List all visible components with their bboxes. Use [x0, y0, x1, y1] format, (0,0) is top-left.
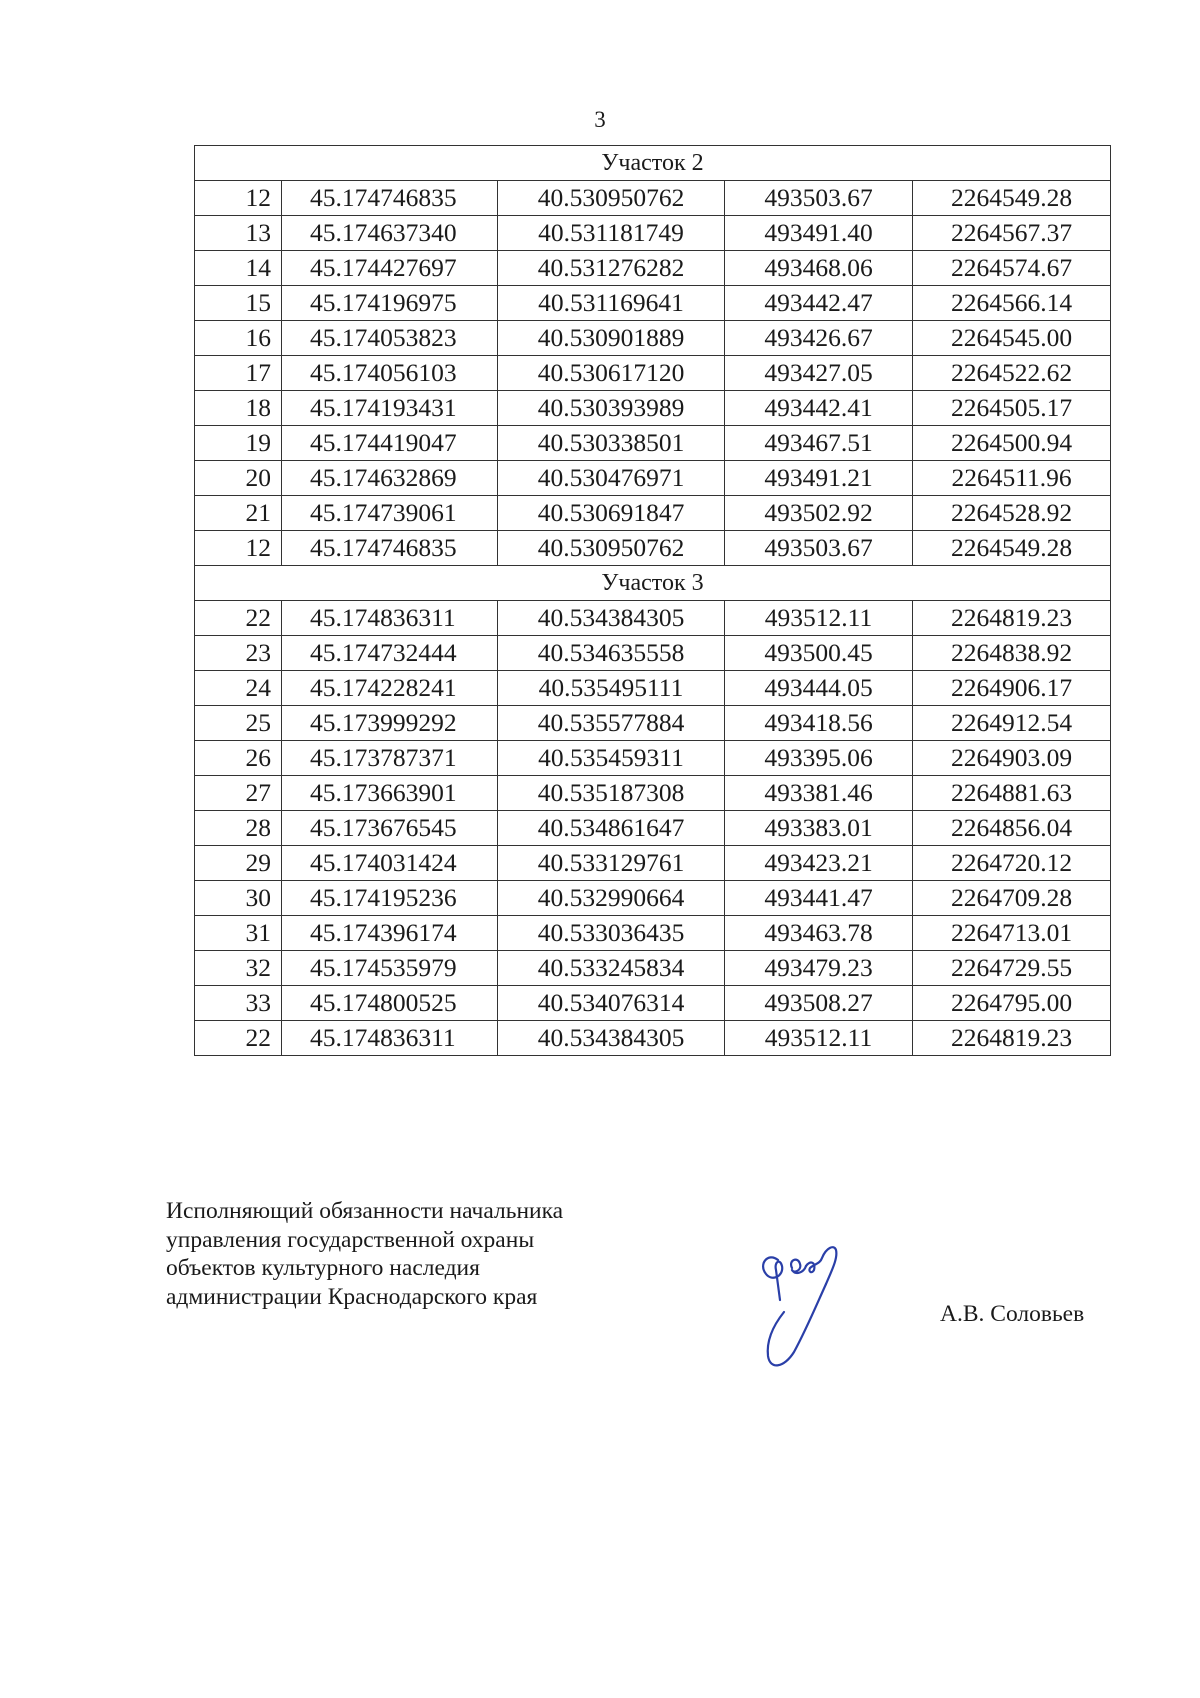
y-coordinate-cell: 2264545.00 — [913, 321, 1111, 356]
longitude-cell: 40.534635558 — [498, 636, 725, 671]
latitude-cell: 45.174396174 — [282, 916, 498, 951]
x-coordinate-cell: 493491.40 — [725, 216, 913, 251]
latitude-cell: 45.174836311 — [282, 1021, 498, 1056]
latitude-cell: 45.173787371 — [282, 741, 498, 776]
y-coordinate-cell: 2264549.28 — [913, 181, 1111, 216]
longitude-cell: 40.530691847 — [498, 496, 725, 531]
longitude-cell: 40.530476971 — [498, 461, 725, 496]
y-coordinate-cell: 2264819.23 — [913, 601, 1111, 636]
latitude-cell: 45.173676545 — [282, 811, 498, 846]
latitude-cell: 45.174800525 — [282, 986, 498, 1021]
point-number-cell: 31 — [195, 916, 282, 951]
table-row — [195, 391, 1111, 426]
longitude-cell: 40.533129761 — [498, 846, 725, 881]
section-title: Участок 3 — [195, 566, 1111, 601]
longitude-cell: 40.535187308 — [498, 776, 725, 811]
table-row — [195, 321, 1111, 356]
longitude-cell: 40.531181749 — [498, 216, 725, 251]
section-header-row — [195, 146, 1111, 181]
x-coordinate-cell: 493444.05 — [725, 671, 913, 706]
table-row — [195, 811, 1111, 846]
longitude-cell: 40.530617120 — [498, 356, 725, 391]
longitude-cell: 40.533245834 — [498, 951, 725, 986]
point-number-cell: 24 — [195, 671, 282, 706]
y-coordinate-cell: 2264720.12 — [913, 846, 1111, 881]
table-row — [195, 671, 1111, 706]
point-number-cell: 12 — [195, 181, 282, 216]
latitude-cell: 45.174427697 — [282, 251, 498, 286]
table-row — [195, 741, 1111, 776]
table-row — [195, 251, 1111, 286]
table-row — [195, 776, 1111, 811]
y-coordinate-cell: 2264500.94 — [913, 426, 1111, 461]
longitude-cell: 40.530950762 — [498, 181, 725, 216]
x-coordinate-cell: 493467.51 — [725, 426, 913, 461]
latitude-cell: 45.174196975 — [282, 286, 498, 321]
section-title: Участок 2 — [195, 146, 1111, 181]
x-coordinate-cell: 493500.45 — [725, 636, 913, 671]
x-coordinate-cell: 493427.05 — [725, 356, 913, 391]
x-coordinate-cell: 493383.01 — [725, 811, 913, 846]
y-coordinate-cell: 2264567.37 — [913, 216, 1111, 251]
table-row — [195, 286, 1111, 321]
position-line: управления государственной охраны — [166, 1226, 535, 1253]
x-coordinate-cell: 493426.67 — [725, 321, 913, 356]
coordinates-table-body — [195, 146, 1111, 1056]
y-coordinate-cell: 2264838.92 — [913, 636, 1111, 671]
x-coordinate-cell: 493512.11 — [725, 601, 913, 636]
handwritten-signature — [740, 1240, 890, 1390]
point-number-cell: 15 — [195, 286, 282, 321]
point-number-cell: 23 — [195, 636, 282, 671]
latitude-cell: 45.174836311 — [282, 601, 498, 636]
longitude-cell: 40.535495111 — [498, 671, 725, 706]
table-row — [195, 881, 1111, 916]
y-coordinate-cell: 2264511.96 — [913, 461, 1111, 496]
latitude-cell: 45.174732444 — [282, 636, 498, 671]
latitude-cell: 45.174195236 — [282, 881, 498, 916]
latitude-cell: 45.174053823 — [282, 321, 498, 356]
y-coordinate-cell: 2264574.67 — [913, 251, 1111, 286]
point-number-cell: 33 — [195, 986, 282, 1021]
longitude-cell: 40.530393989 — [498, 391, 725, 426]
position-line: администрации Краснодарского края — [166, 1283, 538, 1310]
table-row — [195, 951, 1111, 986]
latitude-cell: 45.173999292 — [282, 706, 498, 741]
position-line: Исполняющий обязанности начальника — [166, 1198, 564, 1224]
x-coordinate-cell: 493395.06 — [725, 741, 913, 776]
longitude-cell: 40.530901889 — [498, 321, 725, 356]
table-row — [195, 216, 1111, 251]
table-row — [195, 846, 1111, 881]
y-coordinate-cell: 2264729.55 — [913, 951, 1111, 986]
table-row — [195, 986, 1111, 1021]
x-coordinate-cell: 493491.21 — [725, 461, 913, 496]
table-row — [195, 706, 1111, 741]
point-number-cell: 17 — [195, 356, 282, 391]
table-row — [195, 356, 1111, 391]
longitude-cell: 40.534384305 — [498, 601, 725, 636]
x-coordinate-cell: 493423.21 — [725, 846, 913, 881]
table-row — [195, 1021, 1111, 1056]
y-coordinate-cell: 2264713.01 — [913, 916, 1111, 951]
point-number-cell: 19 — [195, 426, 282, 461]
longitude-cell: 40.530338501 — [498, 426, 725, 461]
point-number-cell: 13 — [195, 216, 282, 251]
x-coordinate-cell: 493503.67 — [725, 531, 913, 566]
table-row — [195, 916, 1111, 951]
longitude-cell: 40.534384305 — [498, 1021, 725, 1056]
x-coordinate-cell: 493442.47 — [725, 286, 913, 321]
table-row — [195, 461, 1111, 496]
point-number-cell: 29 — [195, 846, 282, 881]
table-row — [195, 496, 1111, 531]
y-coordinate-cell: 2264819.23 — [913, 1021, 1111, 1056]
longitude-cell: 40.531276282 — [498, 251, 725, 286]
latitude-cell: 45.174746835 — [282, 181, 498, 216]
y-coordinate-cell: 2264903.09 — [913, 741, 1111, 776]
y-coordinate-cell: 2264856.04 — [913, 811, 1111, 846]
signatory-position — [166, 1197, 686, 1311]
latitude-cell: 45.174228241 — [282, 671, 498, 706]
coordinates-table — [194, 145, 1111, 1056]
point-number-cell: 27 — [195, 776, 282, 811]
latitude-cell: 45.173663901 — [282, 776, 498, 811]
longitude-cell: 40.534861647 — [498, 811, 725, 846]
longitude-cell: 40.532990664 — [498, 881, 725, 916]
y-coordinate-cell: 2264881.63 — [913, 776, 1111, 811]
page-number: 3 — [594, 107, 606, 132]
y-coordinate-cell: 2264795.00 — [913, 986, 1111, 1021]
point-number-cell: 16 — [195, 321, 282, 356]
latitude-cell: 45.174746835 — [282, 531, 498, 566]
point-number-cell: 32 — [195, 951, 282, 986]
longitude-cell: 40.533036435 — [498, 916, 725, 951]
point-number-cell: 21 — [195, 496, 282, 531]
table-row — [195, 181, 1111, 216]
table-row — [195, 636, 1111, 671]
x-coordinate-cell: 493463.78 — [725, 916, 913, 951]
longitude-cell: 40.530950762 — [498, 531, 725, 566]
longitude-cell: 40.535459311 — [498, 741, 725, 776]
y-coordinate-cell: 2264549.28 — [913, 531, 1111, 566]
x-coordinate-cell: 493503.67 — [725, 181, 913, 216]
y-coordinate-cell: 2264566.14 — [913, 286, 1111, 321]
signer-name: А.В. Соловьев — [940, 1301, 1085, 1327]
y-coordinate-cell: 2264522.62 — [913, 356, 1111, 391]
point-number-cell: 12 — [195, 531, 282, 566]
point-number-cell: 26 — [195, 741, 282, 776]
position-line: объектов культурного наследия — [166, 1255, 480, 1281]
table-row — [195, 426, 1111, 461]
x-coordinate-cell: 493502.92 — [725, 496, 913, 531]
point-number-cell: 22 — [195, 1021, 282, 1056]
y-coordinate-cell: 2264912.54 — [913, 706, 1111, 741]
point-number-cell: 28 — [195, 811, 282, 846]
latitude-cell: 45.174632869 — [282, 461, 498, 496]
x-coordinate-cell: 493512.11 — [725, 1021, 913, 1056]
point-number-cell: 14 — [195, 251, 282, 286]
point-number-cell: 25 — [195, 706, 282, 741]
point-number-cell: 20 — [195, 461, 282, 496]
table-row — [195, 531, 1111, 566]
x-coordinate-cell: 493468.06 — [725, 251, 913, 286]
x-coordinate-cell: 493441.47 — [725, 881, 913, 916]
latitude-cell: 45.174031424 — [282, 846, 498, 881]
latitude-cell: 45.174739061 — [282, 496, 498, 531]
section-header-row — [195, 566, 1111, 601]
y-coordinate-cell: 2264906.17 — [913, 671, 1111, 706]
x-coordinate-cell: 493418.56 — [725, 706, 913, 741]
y-coordinate-cell: 2264505.17 — [913, 391, 1111, 426]
x-coordinate-cell: 493479.23 — [725, 951, 913, 986]
latitude-cell: 45.174193431 — [282, 391, 498, 426]
longitude-cell: 40.531169641 — [498, 286, 725, 321]
y-coordinate-cell: 2264709.28 — [913, 881, 1111, 916]
table-row — [195, 601, 1111, 636]
y-coordinate-cell: 2264528.92 — [913, 496, 1111, 531]
point-number-cell: 22 — [195, 601, 282, 636]
longitude-cell: 40.535577884 — [498, 706, 725, 741]
x-coordinate-cell: 493442.41 — [725, 391, 913, 426]
x-coordinate-cell: 493508.27 — [725, 986, 913, 1021]
longitude-cell: 40.534076314 — [498, 986, 725, 1021]
latitude-cell: 45.174637340 — [282, 216, 498, 251]
point-number-cell: 30 — [195, 881, 282, 916]
x-coordinate-cell: 493381.46 — [725, 776, 913, 811]
latitude-cell: 45.174056103 — [282, 356, 498, 391]
latitude-cell: 45.174419047 — [282, 426, 498, 461]
latitude-cell: 45.174535979 — [282, 951, 498, 986]
point-number-cell: 18 — [195, 391, 282, 426]
